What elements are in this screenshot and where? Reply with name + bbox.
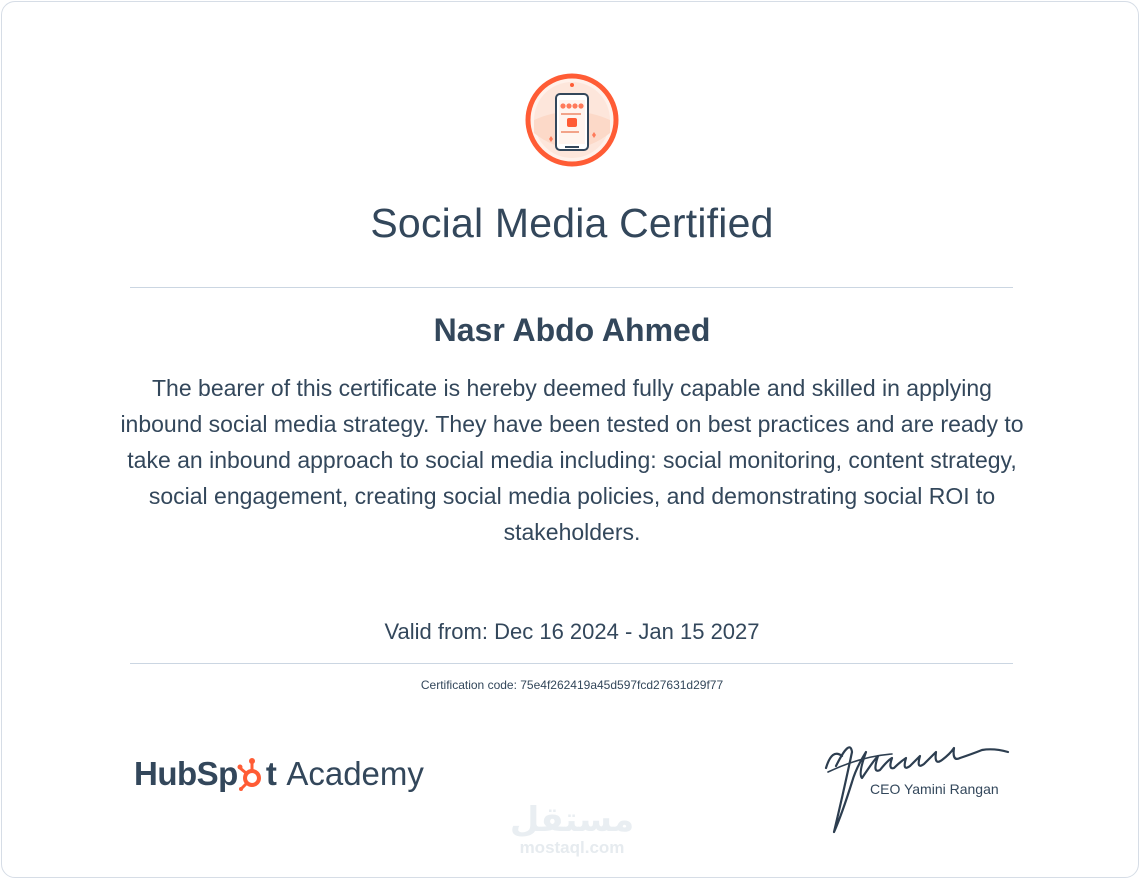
certification-code: Certification code: 75e4f262419a45d597fcd27631d29f77 bbox=[420, 678, 724, 692]
divider bbox=[130, 663, 1013, 664]
mostaql-watermark bbox=[497, 802, 647, 866]
divider bbox=[130, 287, 1013, 288]
sprocket-icon bbox=[237, 757, 267, 791]
watermark-latin: mostaql.com bbox=[519, 838, 625, 857]
phone-social-badge-icon bbox=[523, 73, 621, 167]
logo-text-academy: Academy bbox=[286, 755, 424, 792]
logo-text-hubsp: HubSp bbox=[134, 755, 238, 792]
hubspot-academy-logo bbox=[134, 750, 424, 798]
logo-text-t: t bbox=[265, 755, 277, 792]
validity-dates: Valid from: Dec 16 2024 - Jan 15 2027 bbox=[384, 619, 760, 644]
certificate-title: Social Media Certified bbox=[370, 200, 774, 246]
certificate-card bbox=[1, 1, 1139, 878]
certificate-description: The bearer of this certificate is hereby deemed fully capable and skilled in applying inbound social media strategy. They have been tested on best practices and are ready to take an inbound approach to social media including: social monitoring, content strategy, social engagement, creating social media policies, and demonstrating social ROI to stakeholders. bbox=[120, 375, 1024, 545]
watermark-arabic: مستقل bbox=[509, 800, 635, 840]
signature-label: CEO Yamini Rangan bbox=[870, 781, 999, 797]
recipient-name: Nasr Abdo Ahmed bbox=[433, 312, 711, 348]
hubspot-wordmark bbox=[134, 755, 276, 793]
